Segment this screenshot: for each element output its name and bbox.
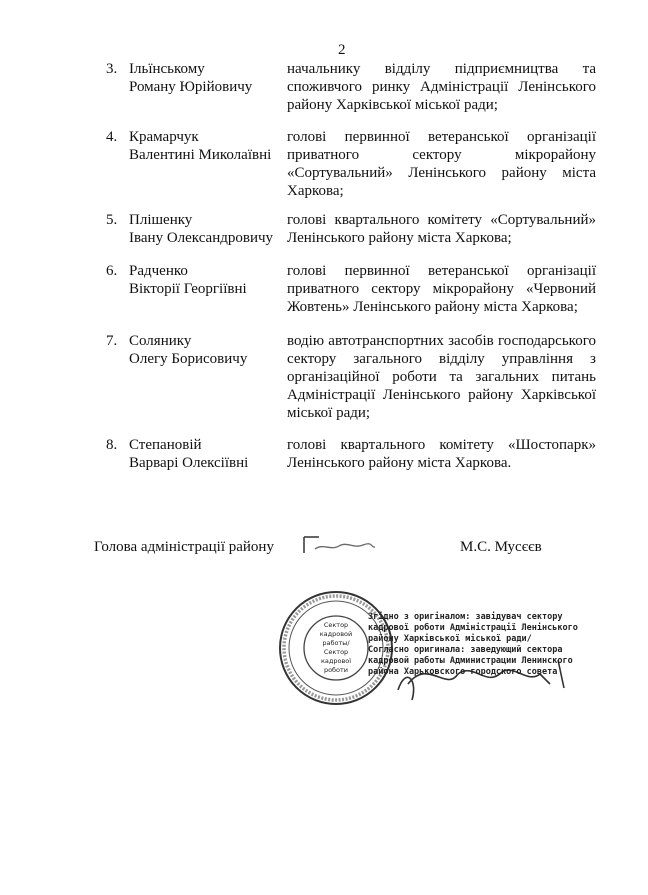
position-line: голові первинної ветеранської організації	[287, 129, 596, 145]
stamp-line: Согласно оригинала: заведующий сектора	[368, 645, 563, 655]
signature-title: Голова адміністрації району	[94, 539, 274, 555]
position-line: району Харківської міської ради;	[287, 97, 498, 113]
name-line: Ільїнському	[129, 61, 205, 77]
position-line: голові первинної ветеранської організації	[287, 263, 596, 279]
signatory-name: М.С. Мусєєв	[460, 539, 542, 555]
position-line: «Сортувальний» Ленінського району міста	[287, 165, 596, 181]
position-line: начальнику відділу підприємництва та	[287, 61, 596, 77]
position-line: голові квартального комітету «Шостопарк»	[287, 437, 596, 453]
entry-number: 7.	[106, 333, 118, 349]
position-line: споживчого ринку Адміністрації Ленінського	[287, 79, 596, 95]
name-line: Олегу Борисовичу	[129, 351, 248, 367]
name-line: Крамарчук	[129, 129, 199, 145]
entry-person-name	[129, 128, 289, 164]
entry-person-name	[129, 436, 289, 472]
position-line: приватного сектору мікрорайону «Червоний	[287, 281, 596, 297]
position-line: голові квартального комітету «Сортувальний»	[287, 212, 596, 228]
position-line: приватного сектору мікрорайону	[287, 147, 596, 163]
entry-number: 6.	[106, 263, 118, 279]
entry-position	[287, 262, 596, 316]
entry-position	[287, 436, 596, 472]
stamp-line: Згідно з оригіналом: завідувач сектору	[368, 612, 563, 622]
position-line: сектору загального відділу управління з	[287, 351, 596, 367]
certification-stamp	[368, 612, 578, 678]
stamp-line: района Харьковского городского совета	[368, 667, 558, 677]
entry-person-name	[129, 332, 289, 368]
seal-center-line: Сектор	[323, 648, 349, 656]
position-line: Жовтень» Ленінського району міста Харкова;	[287, 299, 578, 315]
entry-position	[287, 211, 596, 247]
entry-position	[287, 128, 596, 200]
signed-mark	[301, 535, 377, 555]
seal-center-line: Сектор	[323, 621, 349, 629]
entry-person-name	[129, 262, 289, 298]
stamp-line: району Харківської міської ради/	[368, 634, 532, 644]
name-line: Плішенку	[129, 212, 193, 228]
entry-number: 5.	[106, 212, 118, 228]
position-line: водію автотранспортних засобів господарського	[287, 333, 596, 349]
name-line: Роману Юрійовичу	[129, 79, 253, 95]
name-line: Вікторії Георгіївні	[129, 281, 247, 297]
entry-position	[287, 60, 596, 114]
name-line: Солянику	[129, 333, 192, 349]
entry-person-name	[129, 211, 289, 247]
stamp-line: кадрової роботи Адміністрації Ленінського	[368, 623, 578, 633]
position-line: Ленінського району міста Харкова;	[287, 230, 512, 246]
stamp-line: кадровой работы Администрации Ленинского	[368, 656, 573, 666]
entry-number: 8.	[106, 437, 118, 453]
position-line: Харкова;	[287, 183, 344, 199]
entry-number: 4.	[106, 129, 118, 145]
seal-center-line: работы/	[322, 639, 350, 647]
name-line: Івану Олександровичу	[129, 230, 274, 246]
position-line: Ленінського району міста Харкова.	[287, 455, 512, 471]
seal-center-line: кадровой	[319, 630, 353, 638]
position-line: міської ради;	[287, 405, 371, 421]
entry-person-name	[129, 60, 289, 96]
position-line: Адміністрації Ленінського району Харківської	[287, 387, 596, 403]
seal-center-line: роботи	[323, 666, 349, 674]
seal-center-line: кадрової	[320, 657, 352, 665]
entry-position	[287, 332, 596, 422]
entry-number: 3.	[106, 61, 118, 77]
position-line: організаційної роботи та загальних питань	[287, 369, 596, 385]
name-line: Степановій	[129, 437, 202, 453]
name-line: Валентині Миколаївні	[129, 147, 272, 163]
name-line: Варварі Олексіївні	[129, 455, 249, 471]
page-number: 2	[338, 42, 346, 58]
name-line: Радченко	[129, 263, 188, 279]
